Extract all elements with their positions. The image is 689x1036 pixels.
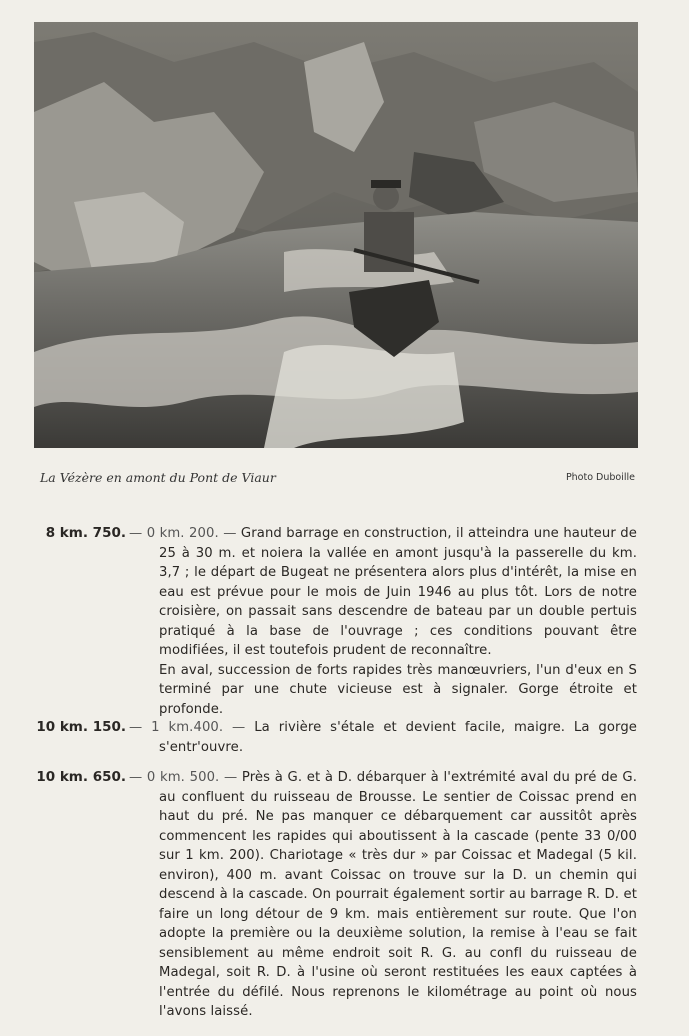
km-marker: 10 km. 650. xyxy=(36,769,126,785)
entry-paragraph: Près à G. et à D. débarquer à l'extrémité aval du pré de G. au confluent du ruisseau de Brousse. Le sentier de Coissac prend en haut du pré. Ne pas manquer ce débarquement car aussitôt après commencent les rapides qui aboutissent à la cascade (pente 33 0/00 sur 1 km. 200). Chariotage « très dur » par Coissac et Madegal (5 kil. environ), 400 m. avant Coissac on trouve sur la D. un chemin qui descend à la cascade. On pourrait également sortir au barrage R. D. et faire un long détour de 9 km. mais entièrement sur route. Que l'on adopte la première ou la deuxième solution, la remise à l'eau se fait sensiblement au même endroit soit R. G. au confl du ruisseau de Madegal, soit R. D. à l'usine où seront restituées les eaux captées à l'entrée du défilé. Nous reprenons le kilométrage au point où nous l'avons laissé. xyxy=(159,770,637,1019)
sub-distance: — 1 km.400. — xyxy=(129,720,246,735)
river-photo xyxy=(34,22,638,448)
photo-caption: La Vézère en amont du Pont de Viaur xyxy=(40,470,276,485)
entry-text xyxy=(129,768,637,1022)
sub-distance: — 0 km. 500. — xyxy=(129,770,238,785)
km-marker: 10 km. 150. xyxy=(36,719,126,735)
entry-text xyxy=(129,524,637,719)
km-marker: 8 km. 750. xyxy=(45,525,126,541)
entry-paragraph: La rivière s'étale et devient facile, maigre. La gorge s'entr'ouvre. xyxy=(159,720,638,755)
entry-paragraph: En aval, succession de forts rapides très manœuvriers, l'un d'eux en S terminé par une chute vicieuse est à signaler. Gorge étroite et profonde. xyxy=(159,662,637,717)
canoeist-on-rapids-image xyxy=(34,22,638,448)
photo-credit: Photo Duboille xyxy=(565,472,635,483)
sub-distance: — 0 km. 200. — xyxy=(129,526,237,541)
entry-paragraph: Grand barrage en construction, il atteindra une hauteur de 25 à 30 m. et noiera la vallée en amont jusqu'à la passerelle du km. 3,7 ; le départ de Bugeat ne présentera alors plus d'intérêt, la mise en eau est prévue pour le mois de Juin 1946 au plus tôt. Lors de notre croisière, on passait sans descendre de bateau par un double pertuis pratiqué à la base de l'ouvrage ; ces conditions pouvant être modifiées, il est toutefois prudent de reconnaître. xyxy=(159,526,637,658)
entry-text xyxy=(129,718,638,757)
